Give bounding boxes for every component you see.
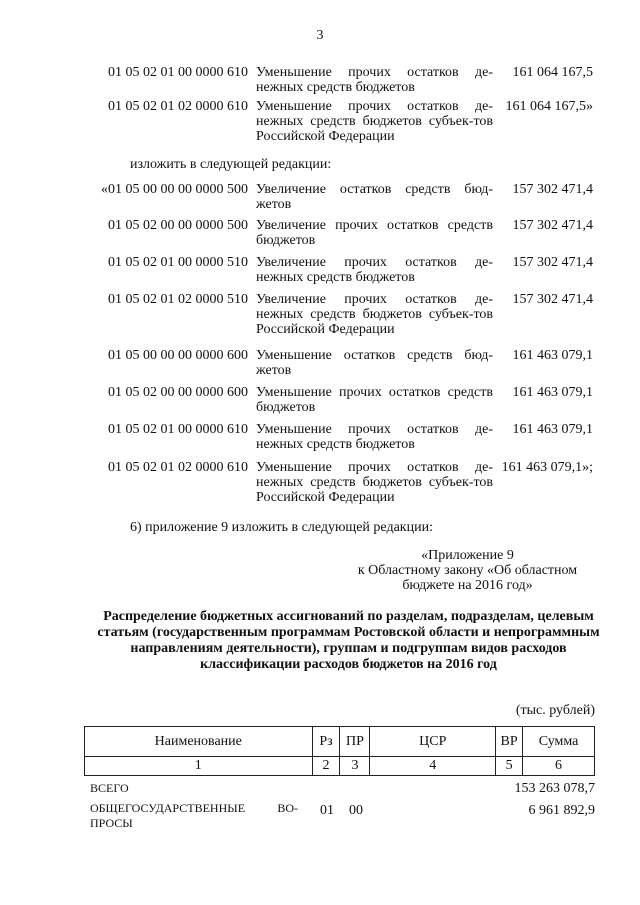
column-number: 3 [340,757,370,776]
budget-code: 01 05 02 01 00 0000 610 [108,65,248,80]
section-name: ОБЩЕГОСУДАРСТВЕННЫЕ ВО-ПРОСЫ [90,801,298,830]
code-description: Уменьшение прочих остатков де-нежных средств бюджетов [256,422,493,452]
code-amount: 161 064 167,5 [512,65,593,80]
column-number: 4 [370,757,496,776]
column-header: ВР [496,727,523,757]
section-pr: 00 [349,803,363,818]
restate-text: изложить в следующей редакции: [130,157,332,172]
code-amount: 161 463 079,1 [512,422,593,437]
appendix-title: «Приложение 9 [421,548,514,563]
budget-code: 01 05 02 01 02 0000 610 [108,99,248,114]
total-label: ВСЕГО [90,781,129,795]
code-amount: 157 302 471,4 [512,218,593,233]
section-sum: 6 961 892,9 [528,803,595,818]
budget-code: 01 05 02 00 00 0000 500 [108,218,248,233]
code-description: Увеличение прочих остатков де-нежных средств бюджетов субъек-тов Российской Федерации [256,292,493,337]
page-number: 3 [316,28,324,43]
code-description: Уменьшение прочих остатков средств бюджетов [256,385,493,415]
code-amount: 161 463 079,1 [512,385,593,400]
item-6-text: 6) приложение 9 изложить в следующей редакции: [130,520,433,535]
code-description: Уменьшение прочих остатков де-нежных средств бюджетов субъек-тов Российской Федерации [256,460,493,505]
section-rz: 01 [320,803,334,818]
allocation-table [84,726,595,776]
appendix-law-line: к Областному закону «Об областном [357,563,578,578]
column-number-row [85,757,595,776]
column-header: ПР [340,727,370,757]
column-number: 1 [85,757,313,776]
units-label: (тыс. рублей) [515,703,595,718]
code-amount: 161 463 079,1 [512,348,593,363]
code-description: Уменьшение прочих остатков де-нежных средств бюджетов [256,65,493,95]
budget-code: 01 05 02 01 02 0000 610 [108,460,248,475]
table-header-row [85,727,595,757]
budget-code: «01 05 00 00 00 0000 500 [101,182,248,197]
code-description: Увеличение прочих остатков де-нежных средств бюджетов [256,255,493,285]
column-header: Сумма [523,727,595,757]
code-amount: 157 302 471,4 [512,255,593,270]
column-number: 6 [523,757,595,776]
code-amount: 161 463 079,1»; [501,460,593,475]
appendix-law-line: бюджете на 2016 год» [402,578,533,593]
total-sum: 153 263 078,7 [514,781,595,796]
budget-code: 01 05 02 00 00 0000 600 [108,385,248,400]
code-amount: 157 302 471,4 [512,292,593,307]
code-amount: 157 302 471,4 [512,182,593,197]
code-description: Увеличение остатков средств бюд-жетов [256,182,493,212]
code-description: Уменьшение остатков средств бюд-жетов [256,348,493,378]
section-title: Распределение бюджетных ассигнований по разделам, подразделам, целевым статьям (государственным программам Ростовской области и непрограммным направлениям деятельности), группам и подгруппам видов расходов классификации расходов бюджетов на 2016 год [97,609,600,672]
budget-code: 01 05 02 01 02 0000 510 [108,292,248,307]
budget-code: 01 05 00 00 00 0000 600 [108,348,248,363]
column-number: 2 [312,757,340,776]
code-description: Увеличение прочих остатков средств бюджетов [256,218,493,248]
column-header: Рз [312,727,340,757]
code-amount: 161 064 167,5» [505,99,593,114]
code-description: Уменьшение прочих остатков де-нежных средств бюджетов субъек-тов Российской Федерации [256,99,493,144]
budget-code: 01 05 02 01 00 0000 510 [108,255,248,270]
column-header: ЦСР [370,727,496,757]
column-number: 5 [496,757,523,776]
column-header: Наименование [85,727,313,757]
appendix-reference [340,548,595,593]
budget-code: 01 05 02 01 00 0000 610 [108,422,248,437]
